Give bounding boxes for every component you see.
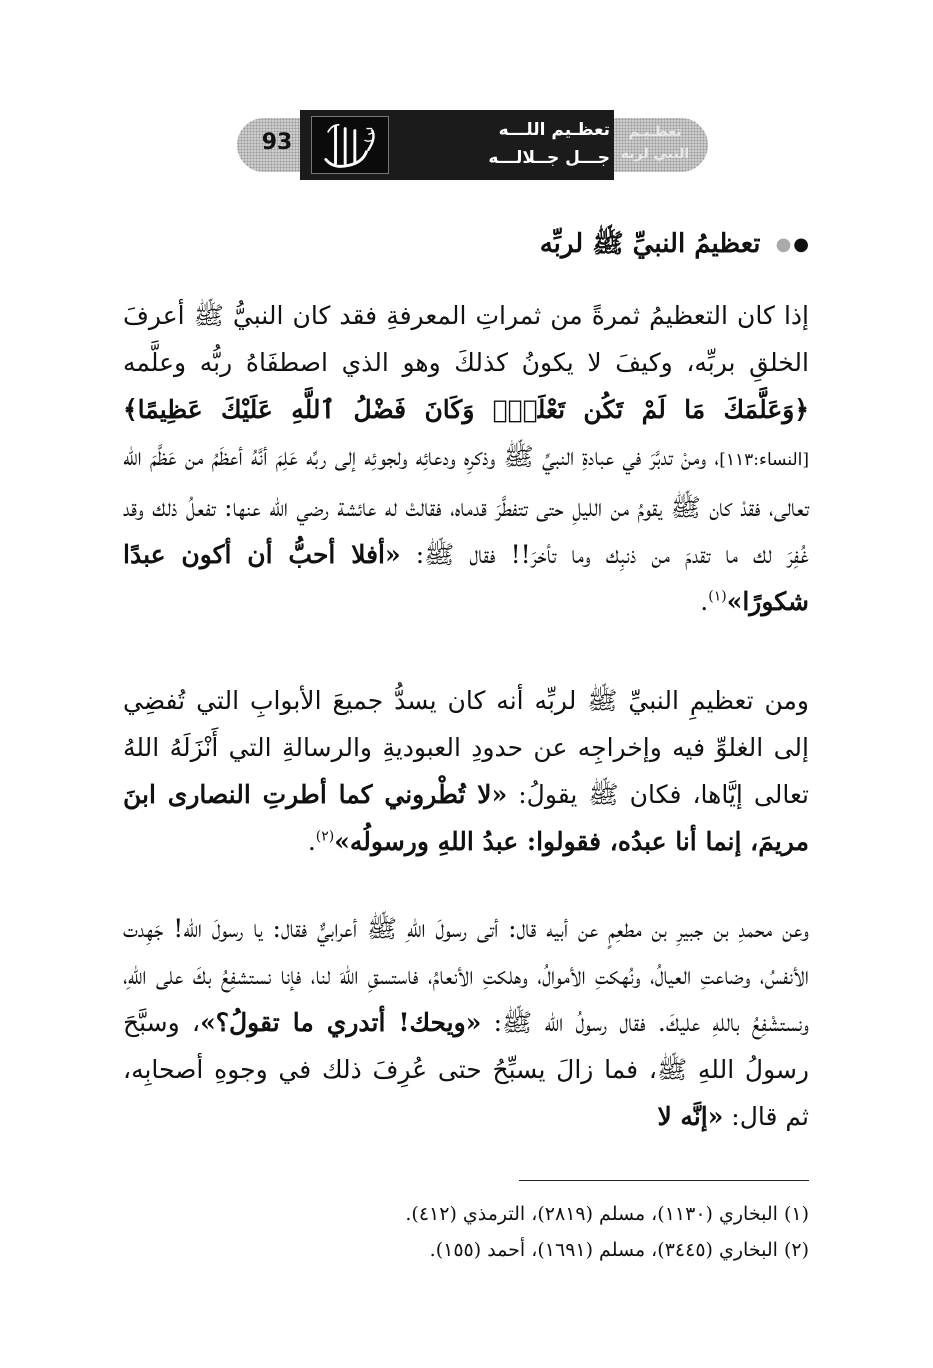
footnote-2: (٢) البخاري (٣٤٤٥)، مسلم (١٦٩١)، أحمد (١٥٥).: [429, 1239, 809, 1261]
paragraph-2: [123, 677, 809, 865]
header-book-subtitle-watermark: النبي لربه: [620, 146, 690, 162]
header-title-line-2: جـــل جــلالـــه: [488, 148, 610, 168]
calligraphy-logo-icon: [312, 117, 388, 173]
footnote-separator: [519, 1180, 809, 1181]
page-number: 93: [261, 130, 293, 155]
footnote-1: (١) البخاري (١١٣٠)، مسلم (٢٨١٩)، الترمذي (٤١٢).: [405, 1203, 809, 1225]
paragraph-text: ، ومنْ تدبَّرَ في عبادةِ النبيِّ ﷺ وذكرِه ودعائِه ولجوئِه إلى ربِّه عَلِمَ أنَّهُ أعظَمُ من عَظَّمَ الله تعالى، فقدْ كان ﷺ يقومُ من الليلِ حتى تتفطَّرَ قدماه، فقالتْ له عائشة رضي الله عنها: تفعلُ ذلك وقد غُفِرَ لك ما تقدمَ من ذنبِك وما تأخرَ!! فقال ﷺ:: [123, 442, 809, 569]
footnote-marker: (١): [708, 588, 727, 605]
hadith-quote: «أفلا أحبُّ أن أكون عبدًا شكورًا»: [123, 540, 809, 616]
section-heading-text: تعظيمُ النبيِّ ﷺ لربِّه: [539, 229, 761, 259]
quran-verse: ﴿وَعَلَّمَكَ مَا لَمْ تَكُن تَعْلَمُۚ وَكَانَ فَضْلُ ٱللَّهِ عَلَيْكَ عَظِيمًا﴾: [123, 395, 809, 424]
paragraph-text: ومن تعظيمِ النبيِّ ﷺ لربِّه أنه كان يسدُّ جميعَ الأبوابِ التي تُفضِي إلى الغلوِّ فيه وإخراجِه عن حدودِ العبوديةِ والرسالةِ التي أَنْزَلَهُ اللهُ تعالى إيَّاها، فكان ﷺ يقولُ:: [123, 686, 809, 809]
sentence-end: .: [307, 827, 316, 856]
allah-calligraphy-logo: [311, 116, 389, 174]
hadith-quote-continued: «إنَّه لا: [657, 1102, 724, 1131]
paragraph-3: [123, 905, 809, 1140]
footnotes: [123, 1196, 809, 1268]
section-heading: [119, 224, 809, 265]
paragraph-text: وعن محمدِ بن جبيرِ بن مطعِمٍ عن أبيه قال: أتى رسولَ اللهِ ﷺ أعرابيٌّ فقال: يا رسولَ الله! جَهِدت الأنفسُ، وضاعتِ العيالُ، ونُهكتِ الأموالُ، وهلكتِ الأنعامُ، فاستسقِ اللهَ لنا، فإنا نستشفِعُ بكَ على اللهِ، ونستشْفِعُ باللهِ عليكَ. فقال رسولُ الله ﷺ:: [123, 914, 810, 1037]
running-header: [237, 110, 708, 180]
quran-reference: [النساء:١١٣]: [719, 450, 809, 470]
paragraph-text: إذا كان التعظيمُ ثمرةً من ثمراتِ المعرفةِ فقد كان النبيُّ ﷺ أعرفَ الخلقِ بربِّه، وكيفَ لا يكونُ كذلكَ وهو الذي اصطفَاهُ ربُّه وعلَّمه: [123, 301, 809, 377]
bullet-icon: ●●: [775, 234, 809, 255]
hadith-quote: «ويحك! أتدري ما تقولُ؟»: [200, 1008, 482, 1037]
sentence-end: .: [700, 587, 709, 616]
footnote-marker: (٢): [315, 828, 335, 845]
paragraph-1: [123, 292, 809, 625]
header-title-line-1: تعظـيم اللـــه: [498, 120, 610, 140]
header-book-title-watermark: تعظـيـم: [628, 124, 682, 140]
hadith-quote: «لا تُطْروني كما أطرتِ النصارى ابنَ مريمَ، إنما أنا عبدُه، فقولوا: عبدُ اللهِ ورسولُه»: [123, 780, 809, 856]
paragraph-text: ، وسبَّحَ رسولُ اللهِ ﷺ، فما زالَ يسبِّحُ حتى عُرِفَ ذلك في وجوهِ أصحابِه، ثم قال:: [123, 1008, 809, 1131]
